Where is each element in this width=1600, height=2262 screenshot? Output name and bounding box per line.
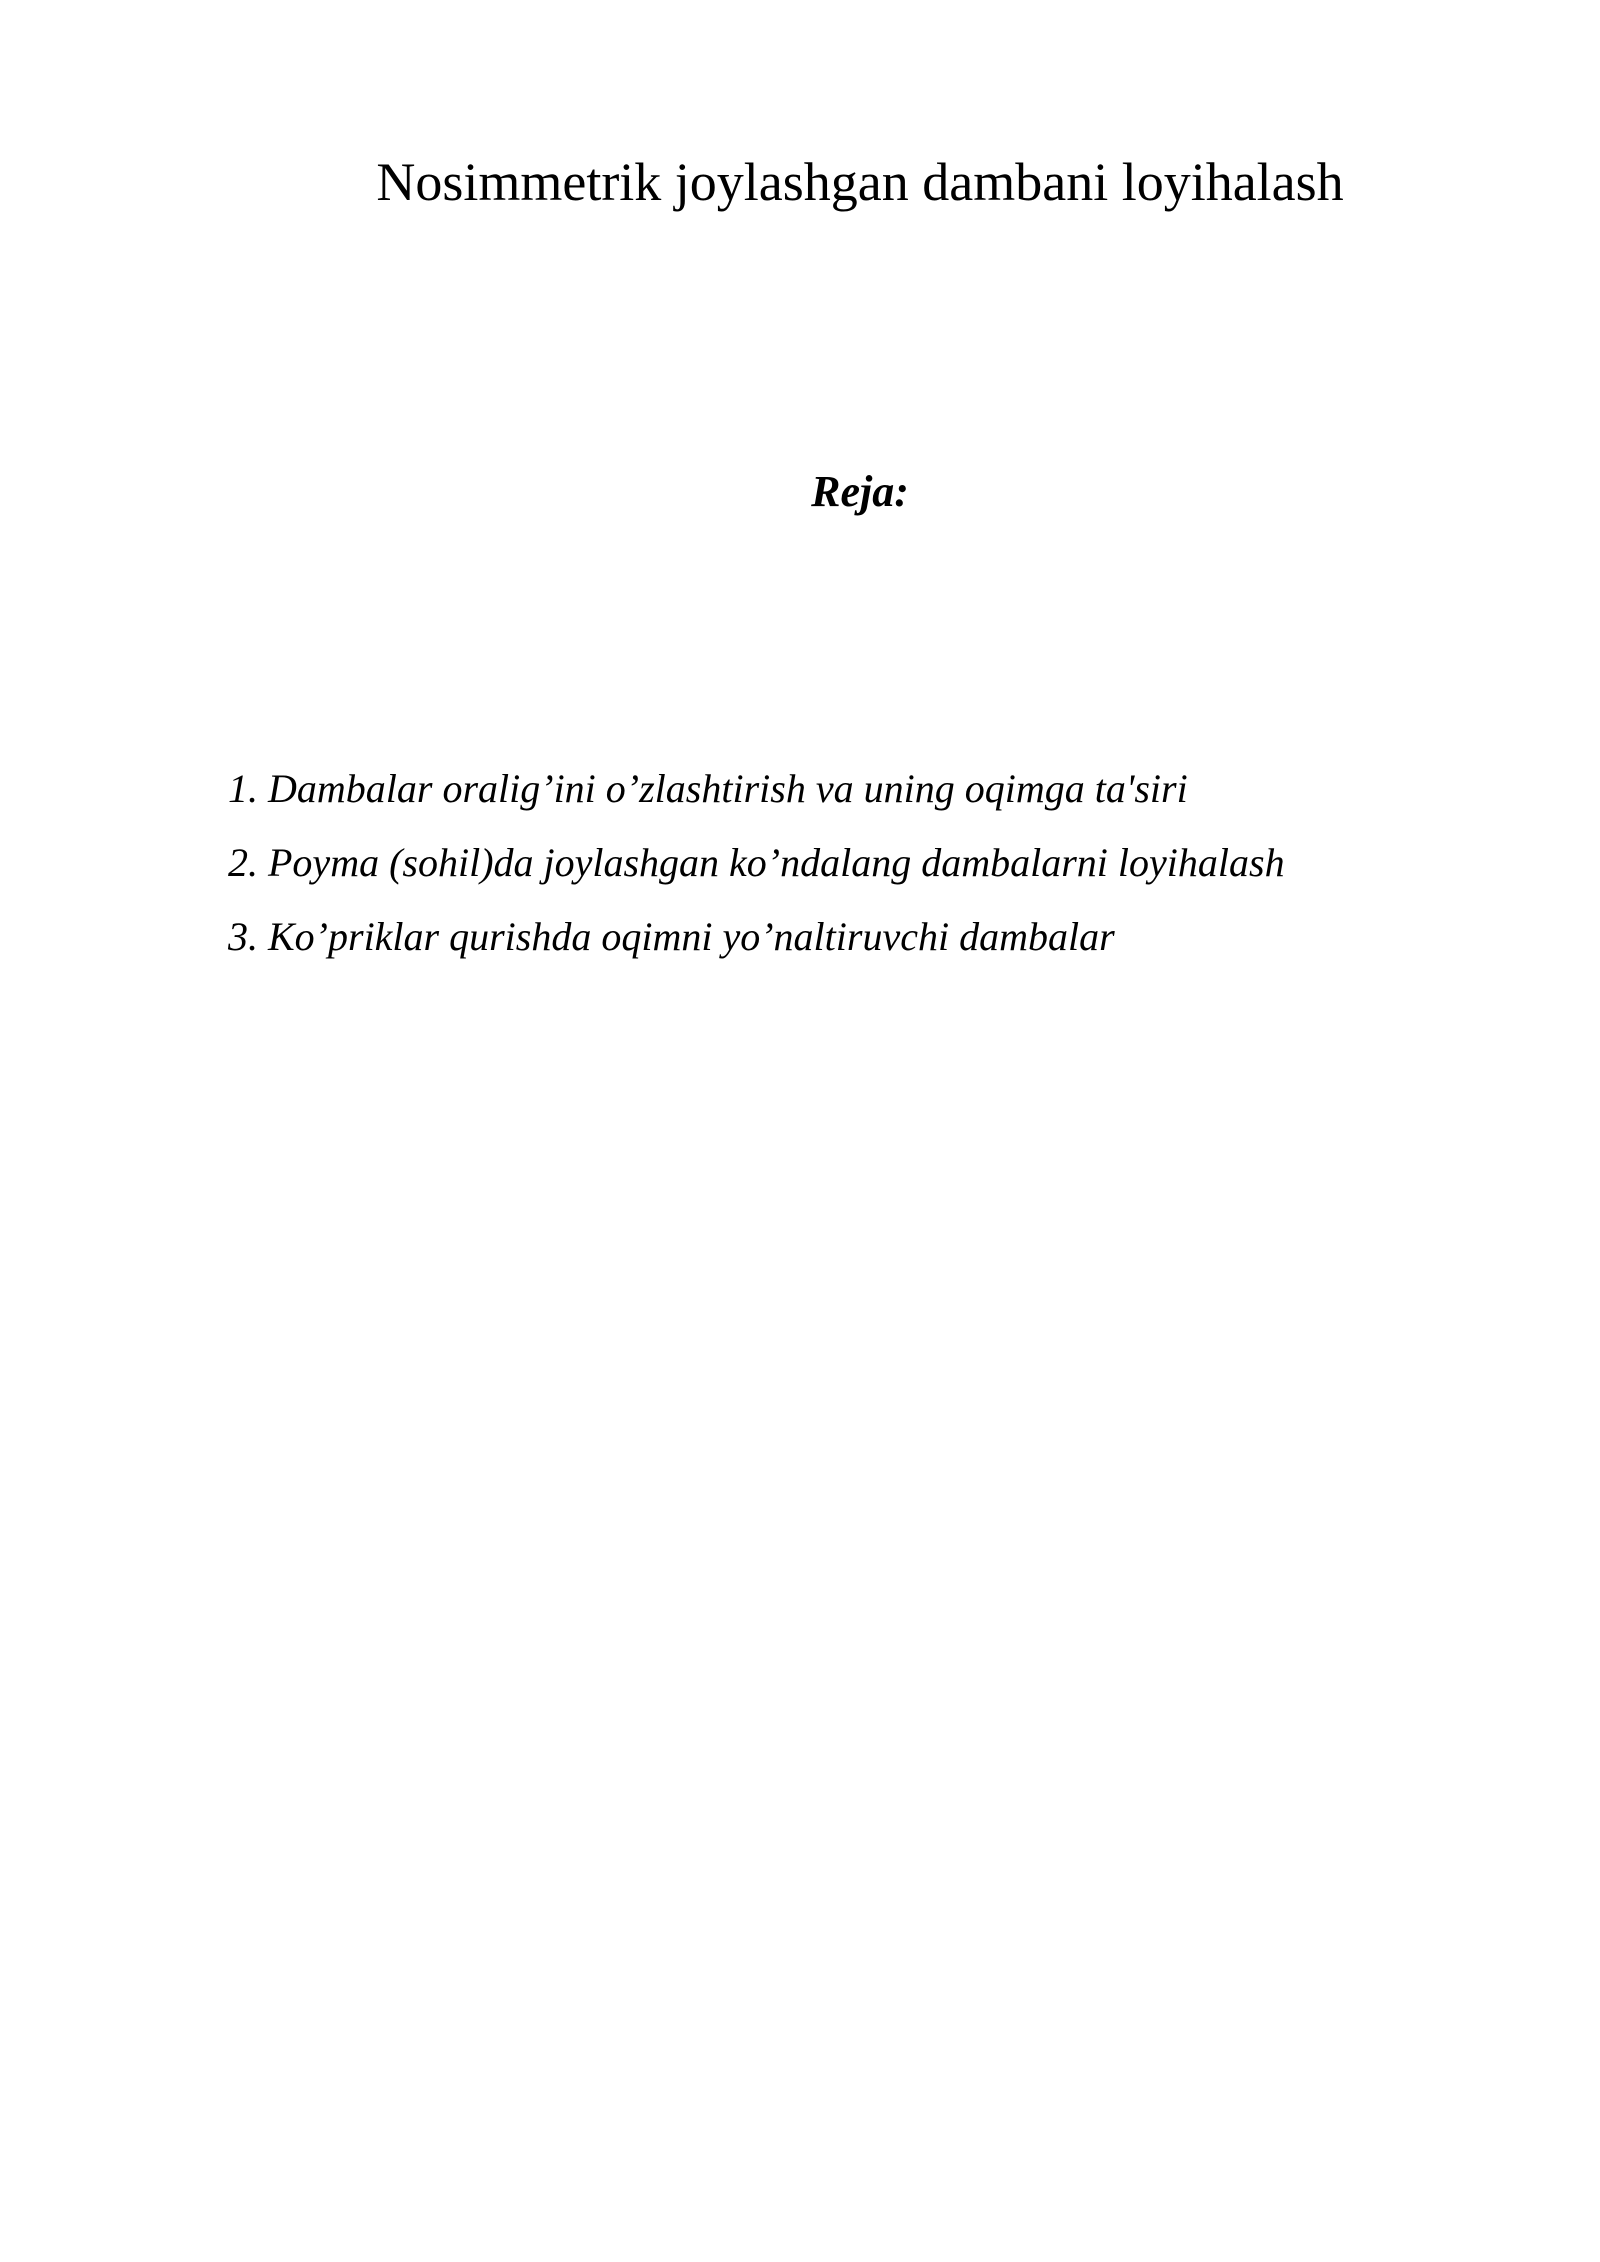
plan-item-number: 2.	[228, 840, 258, 885]
document-title: Nosimmetrik joylashgan dambani loyihalash	[376, 152, 1344, 212]
plan-item-text: Poyma (sohil)da joylashgan ko’ndalang dambalarni loyihalash	[268, 840, 1285, 885]
plan-list	[228, 752, 1285, 974]
plan-item-text: Ko’priklar qurishda oqimni yo’naltiruvchi dambalar	[268, 914, 1115, 959]
plan-item-2	[228, 826, 1285, 900]
plan-item-1	[228, 752, 1285, 826]
plan-item-text: Dambalar oralig’ini o’zlashtirish va uning oqimga ta'siri	[268, 766, 1188, 811]
plan-item-3	[228, 900, 1285, 974]
plan-item-number: 3.	[228, 914, 258, 959]
plan-item-number: 1.	[228, 766, 258, 811]
plan-heading: Reja:	[811, 467, 909, 516]
